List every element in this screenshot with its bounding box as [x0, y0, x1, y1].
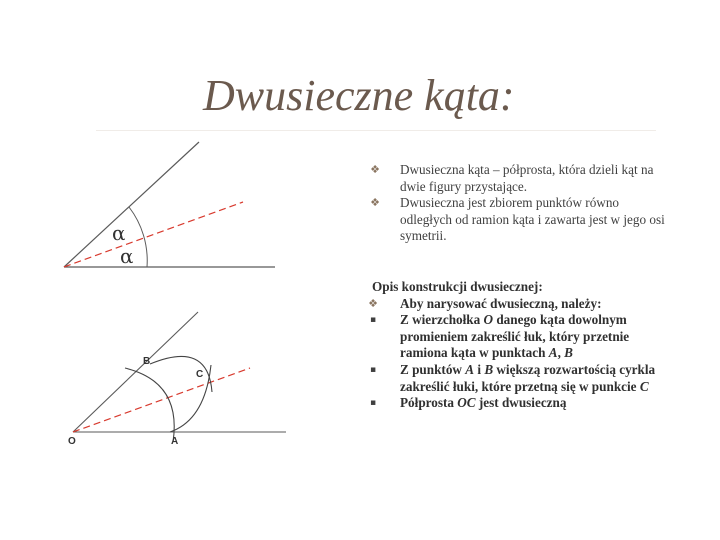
definitions-list: [370, 162, 674, 245]
slide-title: Dwusieczne kąta:: [203, 71, 515, 120]
arc-from-a: [170, 365, 211, 432]
diamond-bullet-icon: ❖: [370, 196, 380, 210]
dot-bullet-icon: ▪: [369, 398, 377, 409]
alpha-top-label: α: [112, 221, 126, 245]
construction-step: ▪ Półprosta OC jest dwusieczną: [372, 395, 672, 412]
construction-description: [368, 279, 672, 412]
construction-heading: Opis konstrukcji dwusiecznej:: [372, 279, 543, 294]
point-b-label: B: [143, 356, 151, 367]
construction-intro: ❖ Aby narysować dwusieczną, należy:: [372, 296, 672, 313]
diamond-bullet-icon: ❖: [370, 163, 380, 176]
definition-text: – półprosta, która dzieli kąt na dwie figury przystające.: [400, 162, 654, 194]
dot-bullet-icon: ▪: [369, 364, 377, 375]
dot-bullet-icon: ▪: [369, 315, 377, 326]
diamond-bullet-icon: ❖: [368, 296, 378, 310]
construction-upper-ray: [73, 312, 198, 432]
arc-from-o: [125, 368, 174, 442]
construction-bisector: [73, 368, 250, 432]
alpha-bottom-label: α: [120, 244, 134, 268]
definition-term: Dwusieczna kąta: [400, 162, 490, 177]
construction-step: ▪ Z wierzchołka O danego kąta dowolnym promieniem zakreślić łuk, który przetnie ramiona kąta w punktach A, B: [372, 312, 672, 362]
list-item: [370, 162, 674, 195]
construction-step: ▪ Z punktów A i B większą rozwartością cyrkla zakreślić łuki, które przetną się w punkcie C: [372, 362, 672, 395]
list-item: [370, 195, 674, 245]
point-c-label: C: [196, 369, 204, 380]
point-a-label: A: [171, 436, 179, 447]
point-o-label: O: [68, 436, 76, 447]
definition-text: Dwusieczna jest zbiorem punktów równo odległych od ramion kąta i zawarta jest w jego osi symetrii.: [400, 195, 665, 244]
